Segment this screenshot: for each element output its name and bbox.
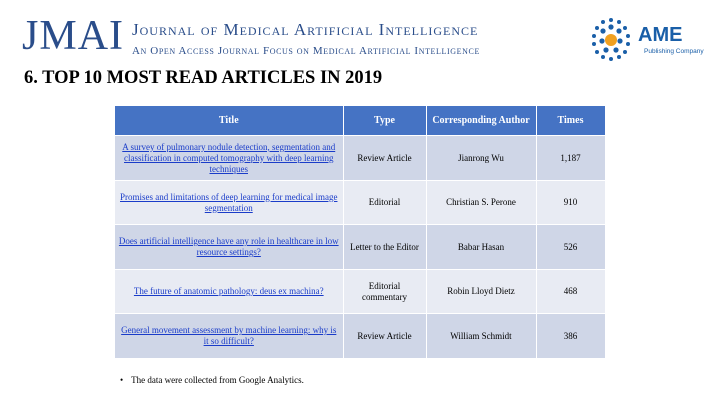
type-cell: Review Article	[343, 136, 426, 181]
note-text: The data were collected from Google Analytics.	[131, 375, 304, 385]
times-cell: 910	[536, 181, 605, 225]
title-cell	[115, 270, 343, 314]
table-row	[115, 314, 605, 359]
author-cell: Robin Lloyd Dietz	[426, 270, 536, 314]
title-cell	[115, 181, 343, 225]
article-link[interactable]: Does artificial intelligence have any role in healthcare in low resource settings?	[118, 236, 339, 257]
journal-subtitle: An Open Access Journal Focus on Medical Artificial Intelligence	[132, 45, 480, 57]
type-cell: Editorial commentary	[343, 270, 426, 314]
title-cell	[115, 225, 343, 270]
author-cell: Jianrong Wu	[426, 136, 536, 181]
author-cell: Babar Hasan	[426, 225, 536, 270]
journal-title: Journal of Medical Artificial Intelligence	[132, 20, 479, 39]
title-cell	[115, 136, 343, 181]
type-cell: Letter to the Editor	[343, 225, 426, 270]
header-times: Times	[536, 106, 605, 136]
ame-publisher-sub: Publishing Company	[644, 48, 704, 55]
slide-header	[22, 14, 702, 66]
bullet-icon: •	[120, 375, 124, 385]
times-cell: 1,187	[536, 136, 605, 181]
table-row	[115, 225, 605, 270]
article-link[interactable]: The future of anatomic pathology: deus ex machina?	[133, 286, 324, 296]
table-header-row	[115, 106, 605, 136]
jmai-logo: JMAI	[22, 13, 125, 59]
articles-table-wrap	[115, 106, 605, 358]
article-link[interactable]: Promises and limitations of deep learning for medical image segmentation	[120, 191, 338, 213]
table-row	[115, 136, 605, 181]
type-cell: Review Article	[343, 314, 426, 359]
articles-table	[115, 106, 606, 358]
times-cell: 526	[536, 225, 605, 270]
slide-title: 6. TOP 10 MOST READ ARTICLES IN 2019	[24, 68, 383, 88]
times-cell: 468	[536, 270, 605, 314]
table-row	[115, 181, 605, 225]
header-type: Type	[343, 106, 426, 136]
type-cell: Editorial	[343, 181, 426, 225]
ame-logo	[588, 16, 718, 66]
header-title: Title	[115, 106, 343, 136]
article-link[interactable]: General movement assessment by machine learning: why is it so difficult?	[121, 325, 337, 346]
ame-dots-icon	[588, 16, 634, 62]
author-cell: William Schmidt	[426, 314, 536, 359]
table-row	[115, 270, 605, 314]
title-cell	[115, 314, 343, 359]
ame-wordmark: AME	[638, 24, 683, 46]
header-author: Corresponding Author	[426, 106, 536, 136]
data-source-note	[120, 375, 304, 385]
times-cell: 386	[536, 314, 605, 359]
article-link[interactable]: A survey of pulmonary nodule detection, segmentation and classification in computed tomography with deep learning techniques	[122, 141, 336, 174]
author-cell: Christian S. Perone	[426, 181, 536, 225]
